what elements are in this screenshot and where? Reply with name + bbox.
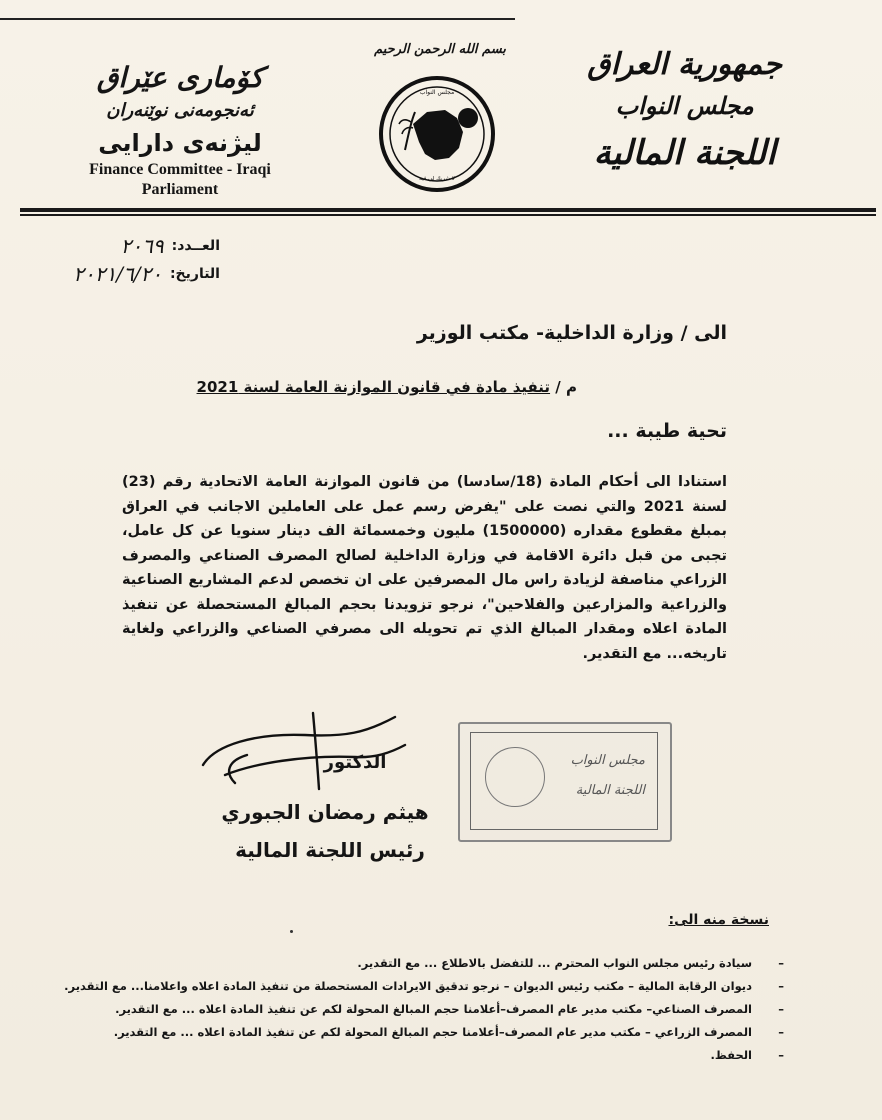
date-label: التاريخ: bbox=[169, 266, 220, 282]
stamp-frame bbox=[470, 732, 658, 830]
subject-text: تنفيذ مادة في قانون الموازنة العامة لسنة 2021 bbox=[196, 378, 551, 396]
letter-body-paragraph: استنادا الى أحكام المادة (18/سادسا) من قانون الموازنة العامة الاتحادية رقم (23) لسنة 2021 والتي نصت على "يفرض رسم عمل على العاملين الاجانب في العراق بمبلغ مقطوع مقداره (1500000) مليون وخمسمائة الف دينار سنويا عن كل عامل، تجبى من قبل دائرة الاقامة في وزارة الداخلية لصالح المصرف الصناعي والمصرف الزراعي مناصفة لزيادة راس مال المصرفين على ان تخصص لدعم المشاريع الصناعية والزراعية والمزارعين والفلاحين"، نرجو تزويدنا بحجم المبالغ المستحصلة عن تنفيذ المادة اعلاه ومقدار المبالغ الذي تم تحويله الى مصرفي الصناعي والزراعي ولغاية تاريخه... مع التقدير. bbox=[122, 474, 727, 662]
copy-recipient-item: – المصرف الزراعي – مكتب مدير عام المصرف–أعلامنا حجم المبالغ المحولة لكم عن تنفيذ المادة اعلاه ... مع التقدير. bbox=[32, 1021, 792, 1044]
copy-recipient-item: – ديوان الرقابة المالية – مكتب رئيس الديوان – نرجو تدقيق الايرادات المستحصلة من تنفيذ المادة اعلاه واعلامنا... مع التقدير. bbox=[32, 975, 792, 998]
copy-recipient-item: – الحفظ. bbox=[32, 1044, 792, 1067]
signatory-role: رئيس اللجنة المالية bbox=[235, 838, 425, 862]
header-rule-thick bbox=[20, 208, 876, 212]
header-english-line1: Finance Committee - Iraqi bbox=[89, 161, 271, 178]
header-arabic-line2: مجلس النواب bbox=[615, 91, 754, 120]
top-edge-line bbox=[0, 18, 515, 20]
signature-title: الدكتور bbox=[323, 752, 387, 773]
stamp-seal-icon bbox=[485, 747, 545, 807]
copies-list bbox=[32, 952, 792, 1067]
copy-recipient-item: – المصرف الصناعي– مكتب مدير عام المصرف–أعلامنا حجم المبالغ المحولة لكم عن تنفيذ المادة اعلاه ... مع التقدير. bbox=[32, 998, 792, 1021]
header-arabic-line1: جمهورية العراق bbox=[587, 47, 782, 82]
subject-line bbox=[197, 378, 577, 396]
reference-number-row bbox=[40, 232, 220, 260]
header-english-line2: Parliament bbox=[141, 181, 219, 198]
emblem-bottom-text: لا شريك لي فيه bbox=[419, 176, 455, 182]
copy-recipient-item: – سيادة رئيس مجلس النواب المحترم ... للتفضل بالاطلاع ... مع التقدير. bbox=[32, 952, 792, 975]
parliament-emblem-icon bbox=[375, 62, 499, 198]
greeting: تحية طيبة ... bbox=[607, 420, 727, 442]
date-value: ٢٠٢١/٦/٢٠ bbox=[73, 262, 162, 286]
emblem-top-text: مجلس النواب bbox=[419, 89, 455, 96]
reference-block bbox=[40, 232, 220, 288]
recipient-line: الى / وزارة الداخلية- مكتب الوزير bbox=[416, 322, 727, 344]
stamp-line1: مجلس النواب bbox=[570, 753, 645, 768]
bismillah: بسم الله الرحمن الرحيم bbox=[374, 42, 506, 57]
signature-mark-icon bbox=[195, 705, 415, 795]
header-rule-thin bbox=[20, 214, 876, 216]
number-label: العــدد: bbox=[171, 238, 220, 254]
reference-date-row bbox=[40, 260, 220, 288]
arabic-letterhead bbox=[587, 45, 782, 179]
kurdish-english-letterhead bbox=[50, 60, 310, 200]
header-kurdish-line1: كۆماری عێراق bbox=[96, 61, 264, 94]
subject-prefix: م / bbox=[555, 378, 577, 396]
stray-dot bbox=[290, 930, 293, 933]
header-kurdish-line2: ئه‌نجومه‌نی نوێنه‌ران bbox=[106, 100, 254, 121]
header-kurdish-line3: لیژنه‌ی دارایی bbox=[98, 129, 262, 157]
copies-heading: نسخة منه الى: bbox=[668, 912, 769, 928]
number-value: ٢٠٦٩ bbox=[120, 234, 164, 258]
official-stamp bbox=[458, 722, 672, 842]
header-arabic-line3: اللجنة المالية bbox=[593, 133, 776, 173]
stamp-line2: اللجنة المالية bbox=[575, 783, 645, 798]
signatory-name: هيثم رمضان الجبوري bbox=[221, 800, 429, 824]
